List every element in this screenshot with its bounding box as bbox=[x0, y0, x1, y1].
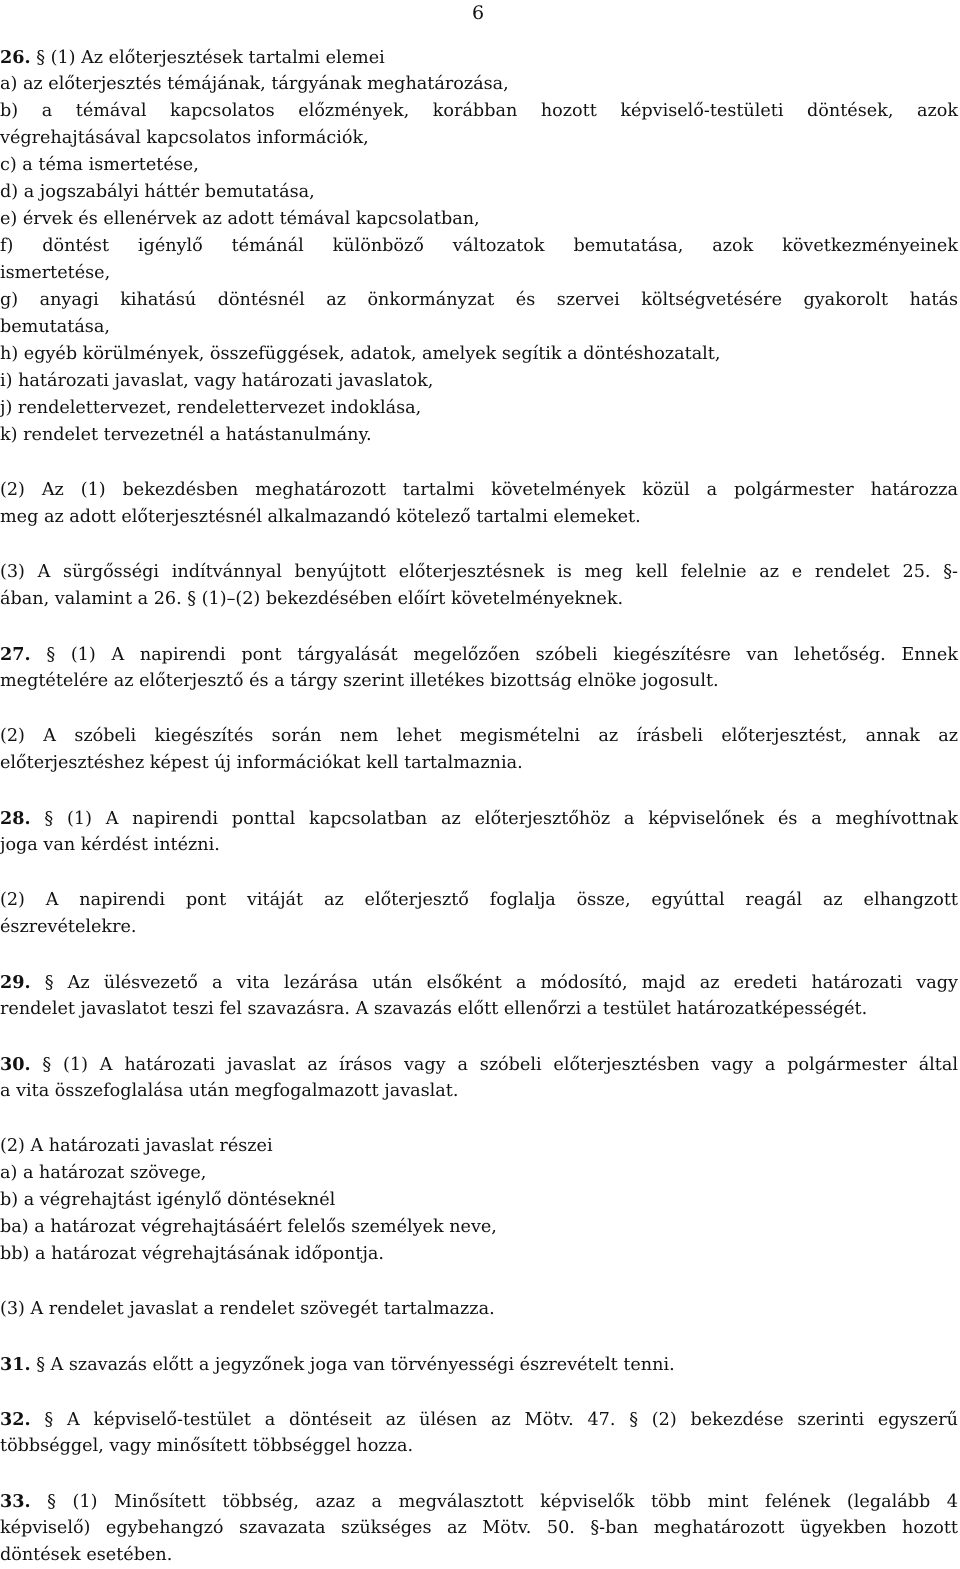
text-line: joga van kérdést intézni. bbox=[0, 835, 220, 855]
text-line: képviselő) egybehangzó szavazata szükséges az Mötv. 50. §-ban meghatározott ügyekben hozott bbox=[0, 1518, 958, 1538]
text-line: (2) Az (1) bekezdésben meghatározott tartalmi követelmények közül a polgármester határozza bbox=[0, 480, 958, 500]
text-span: § (1) A határozati javaslat az írásos vagy a szóbeli előterjesztésben vagy a polgármester által bbox=[30, 1055, 958, 1075]
list-item: f) döntést igénylő témánál különböző változatok bemutatása, azok következményeinek bbox=[0, 236, 958, 256]
text-line: többséggel, vagy minősített többséggel hozza. bbox=[0, 1436, 414, 1456]
text-line bbox=[0, 805, 958, 832]
list-item: k) rendelet tervezetnél a hatástanulmány. bbox=[0, 425, 372, 445]
text-line: (2) A szóbeli kiegészítés során nem lehet megismételni az írásbeli előterjesztést, annak az bbox=[0, 726, 958, 746]
list-item: g) anyagi kihatású döntésnél az önkormányzat és szervei költségvetésére gyakorolt hatás bbox=[0, 290, 958, 310]
list-item: d) a jogszabályi háttér bemutatása, bbox=[0, 182, 315, 202]
text-line: (3) A sürgősségi indítvánnyal benyújtott előterjesztésnek is meg kell felelnie az e rendelet 25. §- bbox=[0, 562, 958, 582]
section-number: 33. bbox=[0, 1491, 31, 1512]
section-29 bbox=[0, 969, 958, 1051]
section-32 bbox=[0, 1406, 958, 1488]
paragraph-sign: § bbox=[36, 48, 45, 68]
text-line: (2) A napirendi pont vitáját az előterjesztő foglalja össze, egyúttal reagál az elhangzott bbox=[0, 890, 958, 910]
section-31 bbox=[0, 1351, 958, 1406]
text-line bbox=[0, 969, 958, 996]
section-number: 28. bbox=[0, 808, 31, 829]
list-item: a) az előterjesztés témájának, tárgyának meghatározása, bbox=[0, 74, 509, 94]
list-item: végrehajtásával kapcsolatos információk, bbox=[0, 128, 369, 148]
text-line: (3) A rendelet javaslat a rendelet szövegét tartalmazza. bbox=[0, 1299, 495, 1319]
text-line: a vita összefoglalása után megfogalmazott javaslat. bbox=[0, 1081, 459, 1101]
text-span: § A képviselő-testület a döntéseit az ülésen az Mötv. 47. § (2) bekezdése szerinti egyszerű bbox=[30, 1410, 958, 1430]
list-item: ba) a határozat végrehajtásáért felelős személyek neve, bbox=[0, 1217, 497, 1237]
section-33 bbox=[0, 1488, 958, 1569]
text-line: meg az adott előterjesztésnél alkalmazandó kötelező tartalmi elemeket. bbox=[0, 507, 641, 527]
text-line bbox=[0, 641, 958, 668]
section-number: 31. bbox=[0, 1354, 31, 1375]
list-item: b) a végrehajtást igénylő döntéseknél bbox=[0, 1190, 336, 1210]
list-item: j) rendelettervezet, rendelettervezet indoklása, bbox=[0, 398, 422, 418]
document-body bbox=[0, 44, 958, 1569]
list-item: c) a téma ismertetése, bbox=[0, 155, 199, 175]
page-number: 6 bbox=[472, 2, 485, 24]
text-span: (1) Az előterjesztések tartalmi elemei bbox=[45, 48, 385, 68]
text-span: § (1) A napirendi pont tárgyalását megelőzően szóbeli kiegészítésre van lehetőség. Ennek bbox=[30, 645, 958, 665]
list-item: i) határozati javaslat, vagy határozati javaslatok, bbox=[0, 371, 434, 391]
section-27 bbox=[0, 641, 958, 805]
list-item: h) egyéb körülmények, összefüggések, adatok, amelyek segítik a döntéshozatalt, bbox=[0, 344, 721, 364]
text-span: § (1) Minősített többség, azaz a megválasztott képviselők több mint felének (legalább 4 bbox=[30, 1492, 958, 1512]
text-line bbox=[0, 1051, 958, 1078]
text-span: § Az ülésvezető a vita lezárása után elsőként a módosító, majd az eredeti határozati vagy bbox=[30, 973, 958, 993]
list-item: bb) a határozat végrehajtásának időpontja. bbox=[0, 1244, 385, 1264]
text-line bbox=[0, 1351, 958, 1378]
text-line bbox=[0, 1488, 958, 1515]
section-26 bbox=[0, 44, 958, 641]
list-item: e) érvek és ellenérvek az adott témával kapcsolatban, bbox=[0, 209, 480, 229]
text-line: megtételére az előterjesztő és a tárgy szerint illetékes bizottság elnöke jogosult. bbox=[0, 671, 719, 691]
text-line: rendelet javaslatot teszi fel szavazásra. A szavazás előtt ellenőrzi a testület határozatképességét. bbox=[0, 999, 868, 1019]
list-item: bemutatása, bbox=[0, 317, 110, 337]
text-line bbox=[0, 1406, 958, 1433]
list-item: b) a témával kapcsolatos előzmények, korábban hozott képviselő-testületi döntések, azok bbox=[0, 101, 958, 121]
text-line: (2) A határozati javaslat részei bbox=[0, 1136, 273, 1156]
section-number: 27. bbox=[0, 644, 31, 665]
text-span: § A szavazás előtt a jegyzőnek joga van törvényességi észrevételt tenni. bbox=[30, 1355, 675, 1375]
list-item: ismertetése, bbox=[0, 263, 111, 283]
section-number: 29. bbox=[0, 972, 31, 993]
section-28 bbox=[0, 805, 958, 969]
text-line: döntések esetében. bbox=[0, 1545, 173, 1565]
section-number: 30. bbox=[0, 1054, 31, 1075]
section-number: 26. bbox=[0, 47, 31, 68]
text-line: észrevételekre. bbox=[0, 917, 137, 937]
text-line: ában, valamint a 26. § (1)–(2) bekezdésében előírt követelményeknek. bbox=[0, 589, 624, 609]
text-line: előterjesztéshez képest új információkat kell tartalmaznia. bbox=[0, 753, 523, 773]
section-number: 32. bbox=[0, 1409, 31, 1430]
section-30 bbox=[0, 1051, 958, 1351]
text-span: § (1) A napirendi ponttal kapcsolatban az előterjesztőhöz a képviselőnek és a meghívottnak bbox=[30, 809, 958, 829]
list-item: a) a határozat szövege, bbox=[0, 1163, 207, 1183]
text-line bbox=[0, 44, 958, 71]
